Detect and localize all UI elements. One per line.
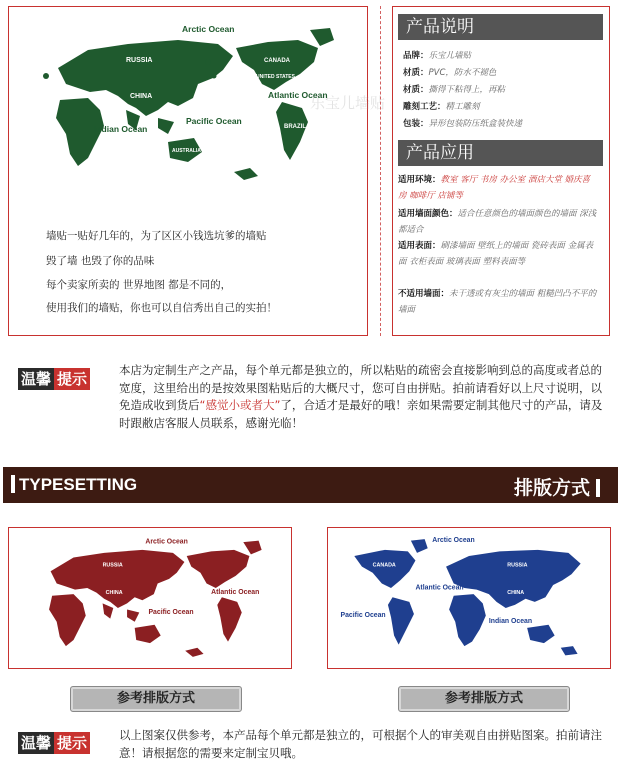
map-label-usa: UNITED STATES — [256, 74, 295, 80]
spec-row-4: 雕刻工艺：精工雕刻 — [403, 102, 480, 112]
typesetting-en: TYPESETTING — [11, 475, 137, 495]
world-map-blue — [333, 533, 605, 663]
world-map-red — [14, 533, 286, 663]
map-label-russia: RUSSIA — [126, 57, 153, 64]
ref-layout-button-right[interactable]: 参考排版方式 — [398, 686, 570, 712]
spec-row-3: 材质：撕得下粘得上，再粘 — [403, 85, 506, 95]
tip-badge-1: 温馨 提示 — [18, 368, 90, 390]
typesetting-cn: 排版方式 — [514, 473, 600, 500]
spec-row-2: 材质：PVC，防水不褪色 — [403, 68, 497, 78]
red-label-china: CHINA — [105, 590, 123, 597]
notice-1: 本店为定制生产之产品，每个单元都是独立的，所以粘贴的疏密会直接影响到总的高度或者总的宽度，这里给出的是按效果图粘贴后的大概尺寸，您可自由拼贴。拍前请看好以上尺寸说明，以免造成收到货后“感觉小或者大”了，合适才是最好的哦！亲如果需要定制其他尺寸的产品，请及时跟敝店客服人员联系，感谢光临！ — [119, 363, 603, 430]
dashed-divider — [380, 6, 381, 336]
map-label-arctic: Arctic Ocean — [182, 24, 235, 34]
application-heading: 产品应用 — [398, 140, 603, 166]
slogan-line-4: 使用我们的墙贴，你也可以自信秀出自己的实拍！ — [46, 302, 277, 314]
typesetting-bar — [3, 467, 618, 503]
product-info-heading: 产品说明 — [398, 14, 603, 40]
map-label-china: CHINA — [130, 93, 153, 100]
blue-label-arctic: Arctic Ocean — [432, 537, 475, 545]
app-surface: 适用表面：刷漆墙面 壁纸上的墙面 瓷砖表面 金属表面 衣柜表面 玻璃表面 塑料表面等 — [398, 241, 594, 267]
blue-label-canada: CANADA — [372, 562, 396, 569]
map-label-atlantic: Atlantic Ocean — [268, 90, 328, 100]
red-label-arctic: Arctic Ocean — [145, 538, 188, 546]
app-unsuitable: 不适用墙面：未干透或有灰尘的墙面 粗糙凹凸不平的墙面 — [398, 289, 597, 315]
red-label-russia: RUSSIA — [102, 562, 123, 569]
tip-badge-2: 温馨 提示 — [18, 732, 90, 754]
blue-label-pacific: Pacific Ocean — [340, 612, 386, 620]
blue-label-indian: Indian Ocean — [488, 618, 533, 626]
world-map-green — [18, 18, 358, 188]
slogan-line-2: 毁了墙 也毁了你的品味 — [46, 255, 155, 267]
spec-row-5: 包装：异形包装防压纸盒装快递 — [403, 119, 523, 129]
notice-2: 以上图案仅供参考，本产品每个单元都是独立的，可根据个人的审美观自由拼贴图案。拍前请注意！请根据您的需要来定制宝贝哦。 — [119, 728, 602, 760]
map-label-indian: Indian Ocean — [94, 124, 148, 134]
map-label-brazil: BRAZIL — [284, 124, 306, 130]
slogan-line-3: 每个卖家所卖的 世界地图 都是不同的， — [46, 279, 232, 291]
red-label-atlantic: Atlantic Ocean — [211, 589, 260, 597]
slogan-line-1: 墙贴一贴好几年的，为了区区小钱选坑爹的墙贴 — [46, 230, 267, 242]
app-environment: 适用环境：教室 客厅 书房 办公室 酒店大堂 婚庆喜房 咖啡厅 店铺等 — [398, 175, 591, 201]
spec-row-1: 品牌：乐宝儿墙贴 — [403, 51, 472, 61]
blue-label-atlantic: Atlantic Ocean — [415, 584, 464, 592]
ref-layout-button-left[interactable]: 参考排版方式 — [70, 686, 242, 712]
red-label-pacific: Pacific Ocean — [148, 609, 194, 617]
watermark: 乐宝儿墙贴 — [310, 94, 386, 112]
blue-label-china: CHINA — [507, 590, 525, 597]
blue-label-russia: RUSSIA — [507, 562, 528, 569]
map-label-australia: AUSTRALIA — [172, 148, 201, 154]
app-wall-color: 适用墙面颜色：适合任意颜色的墙面颜色的墙面 深浅都适合 — [398, 209, 597, 235]
map-label-canada: CANADA — [264, 58, 290, 64]
map-label-pacific: Pacific Ocean — [186, 116, 242, 126]
